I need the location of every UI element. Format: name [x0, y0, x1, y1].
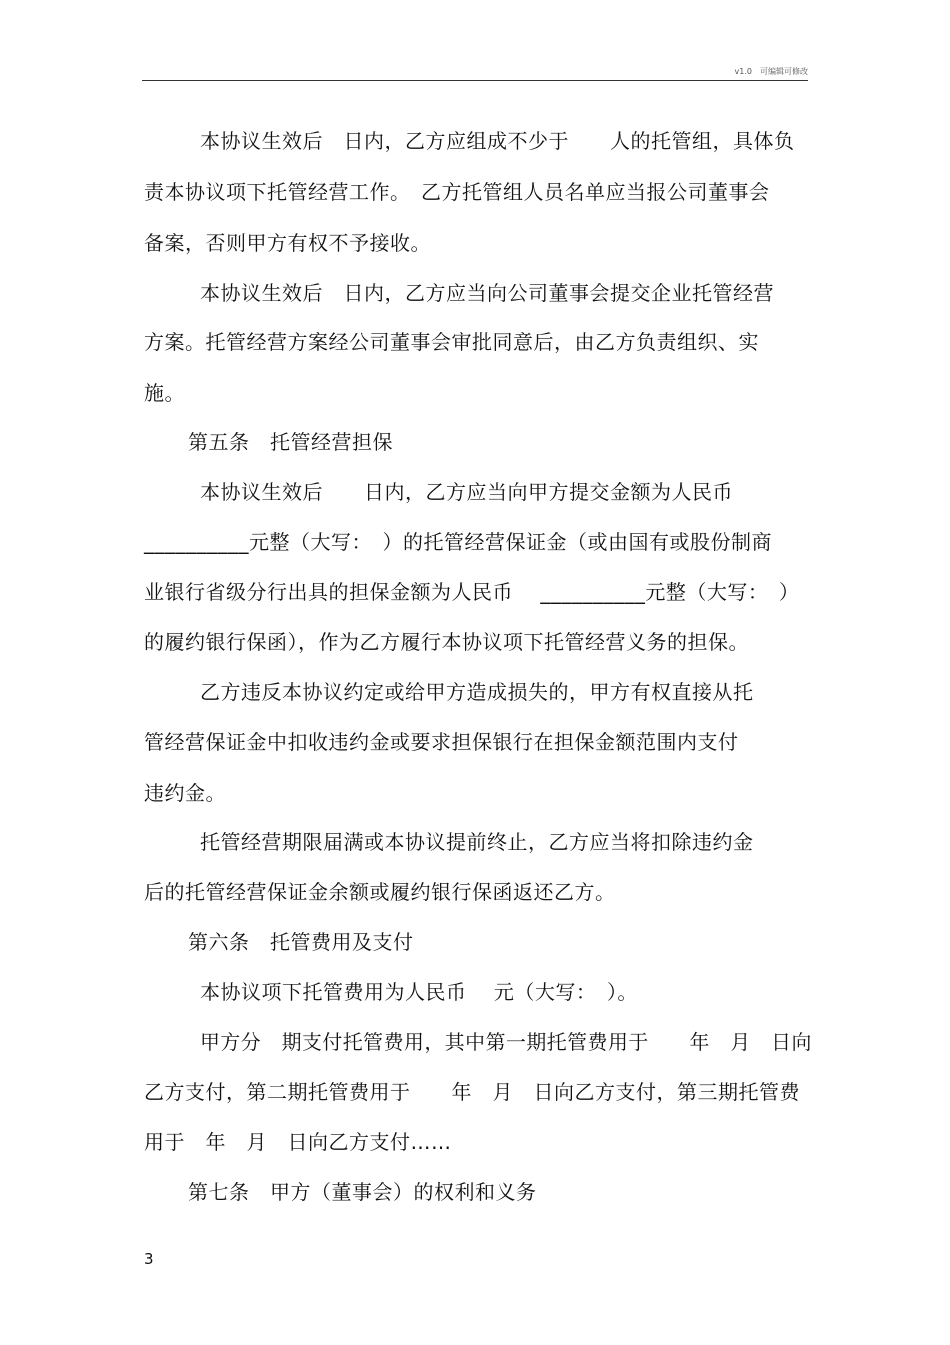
page-header: v1.0 可编辑可修改: [734, 67, 808, 76]
text-line: 后的托管经营保证金余额或履约银行保函返还乙方。: [144, 880, 616, 904]
text-line: 乙方支付，第二期托管费用于 年 月 日向乙方支付，第三期托管费: [144, 1080, 800, 1104]
text-line: 本协议生效后 日内，乙方应组成不少于 人的托管组，具体负: [200, 129, 795, 153]
text-line: 本协议生效后 日内，乙方应当向甲方提交金额为人民币: [200, 480, 733, 504]
text-line: __________元整（大写： ）的托管经营保证金（或由国有或股份制商: [144, 530, 772, 554]
page-number: 3: [144, 1250, 154, 1268]
text-line: 备案，否则甲方有权不予接收。: [144, 231, 431, 255]
text-line: 本协议项下托管费用为人民币 元（大写： ）。: [200, 980, 638, 1004]
section-heading: 第六条 托管费用及支付: [188, 930, 414, 954]
text-line: 施。: [144, 381, 185, 405]
text-line: 本协议生效后 日内，乙方应当向公司董事会提交企业托管经营: [200, 281, 774, 305]
text-line: 乙方违反本协议约定或给甲方造成损失的，甲方有权直接从托: [200, 680, 754, 704]
text-line: 管经营保证金中扣收违约金或要求担保银行在担保金额范围内支付: [144, 730, 739, 754]
header-rule: [142, 80, 808, 81]
section-heading: 第五条 托管经营担保: [188, 430, 393, 454]
text-line: 业银行省级分行出具的担保金额为人民币 __________元整（大写： ）: [144, 580, 800, 604]
text-line: 甲方分 期支付托管费用，其中第一期托管费用于 年 月 日向: [200, 1030, 812, 1054]
text-line: 托管经营期限届满或本协议提前终止，乙方应当将扣除违约金: [200, 830, 754, 854]
text-line: 用于 年 月 日向乙方支付……: [144, 1130, 452, 1154]
text-line: 责本协议项下托管经营工作。 乙方托管组人员名单应当报公司董事会: [144, 180, 770, 204]
section-heading: 第七条 甲方（董事会）的权利和义务: [188, 1180, 537, 1204]
text-line: 违约金。: [144, 781, 226, 805]
text-line: 的履约银行保函），作为乙方履行本协议项下托管经营义务的担保。: [144, 630, 749, 654]
text-line: 方案。托管经营方案经公司董事会审批同意后，由乙方负责组织、实: [144, 330, 759, 354]
